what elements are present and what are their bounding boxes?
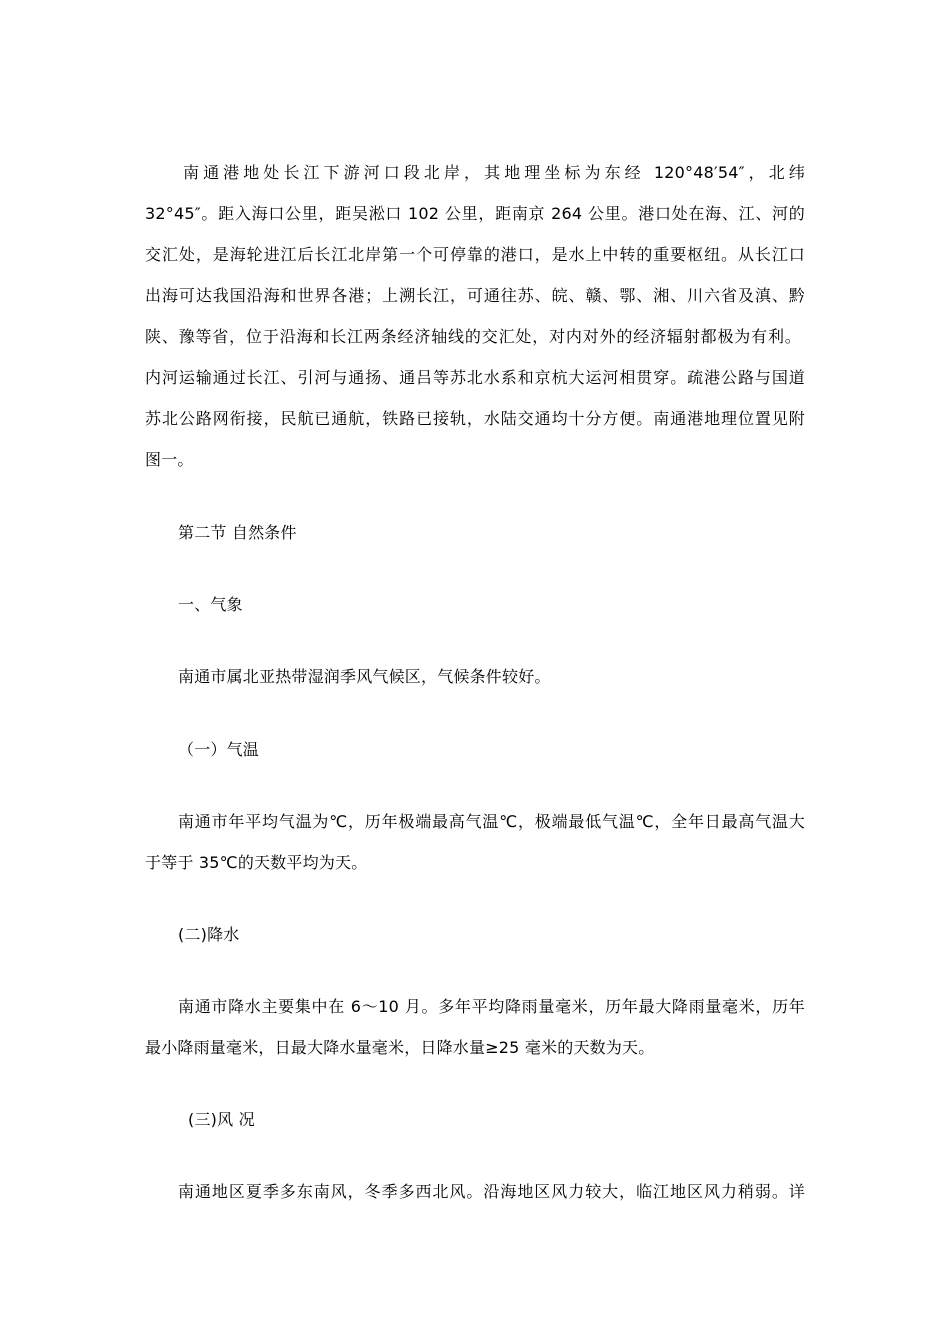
paragraph-line: 交汇处，是海轮进江后长江北岸第一个可停靠的港口，是水上中转的重要枢纽。从长江口 — [145, 245, 805, 264]
paragraph-line: 南通港地处长江下游河口段北岸，其地理坐标为东经 120°48′54″，北纬 — [183, 163, 805, 182]
paragraph-line: 南通市降水主要集中在 6～10 月。多年平均降雨量毫米，历年最大降雨量毫米，历年 — [178, 997, 805, 1016]
paragraph-line: 南通地区夏季多东南风，冬季多西北风。沿海地区风力较大，临江地区风力稍弱。详 — [178, 1182, 805, 1201]
paragraph-line: 最小降雨量毫米，日最大降水量毫米，日降水量≥25 毫米的天数为天。 — [145, 1038, 655, 1057]
section-heading: 第二节 自然条件 — [178, 523, 297, 542]
paragraph-line: 南通市年平均气温为℃，历年极端最高气温℃，极端最低气温℃，全年日最高气温大 — [178, 812, 805, 831]
paragraph-line: 陕、豫等省，位于沿海和长江两条经济轴线的交汇处，对内对外的经济辐射都极为有利。 — [145, 327, 801, 346]
paragraph-line: 于等于 35℃的天数平均为天。 — [145, 853, 368, 872]
paragraph-line: 出海可达我国沿海和世界各港；上溯长江，可通往苏、皖、赣、鄂、湘、川六省及滇、黔 — [145, 286, 805, 305]
paragraph-line: 32°45″。距入海口公里，距吴淞口 102 公里，距南京 264 公里。港口处在海、江、河的 — [145, 204, 805, 223]
paragraph-line: 南通市属北亚热带湿润季风气候区，气候条件较好。 — [178, 667, 551, 686]
precipitation-heading: (二)降水 — [178, 925, 240, 944]
temperature-heading: （一）气温 — [178, 740, 260, 759]
wind-heading: (三)风 况 — [188, 1110, 255, 1129]
paragraph-line: 内河运输通过长江、引河与通扬、通吕等苏北水系和京杭大运河相贯穿。疏港公路与国道 — [145, 368, 805, 387]
paragraph-line: 苏北公路网衔接，民航已通航，铁路已接轨，水陆交通均十分方便。南通港地理位置见附 — [145, 409, 805, 428]
paragraph-line: 图一。 — [145, 450, 194, 469]
subsection-heading: 一、气象 — [178, 595, 243, 614]
